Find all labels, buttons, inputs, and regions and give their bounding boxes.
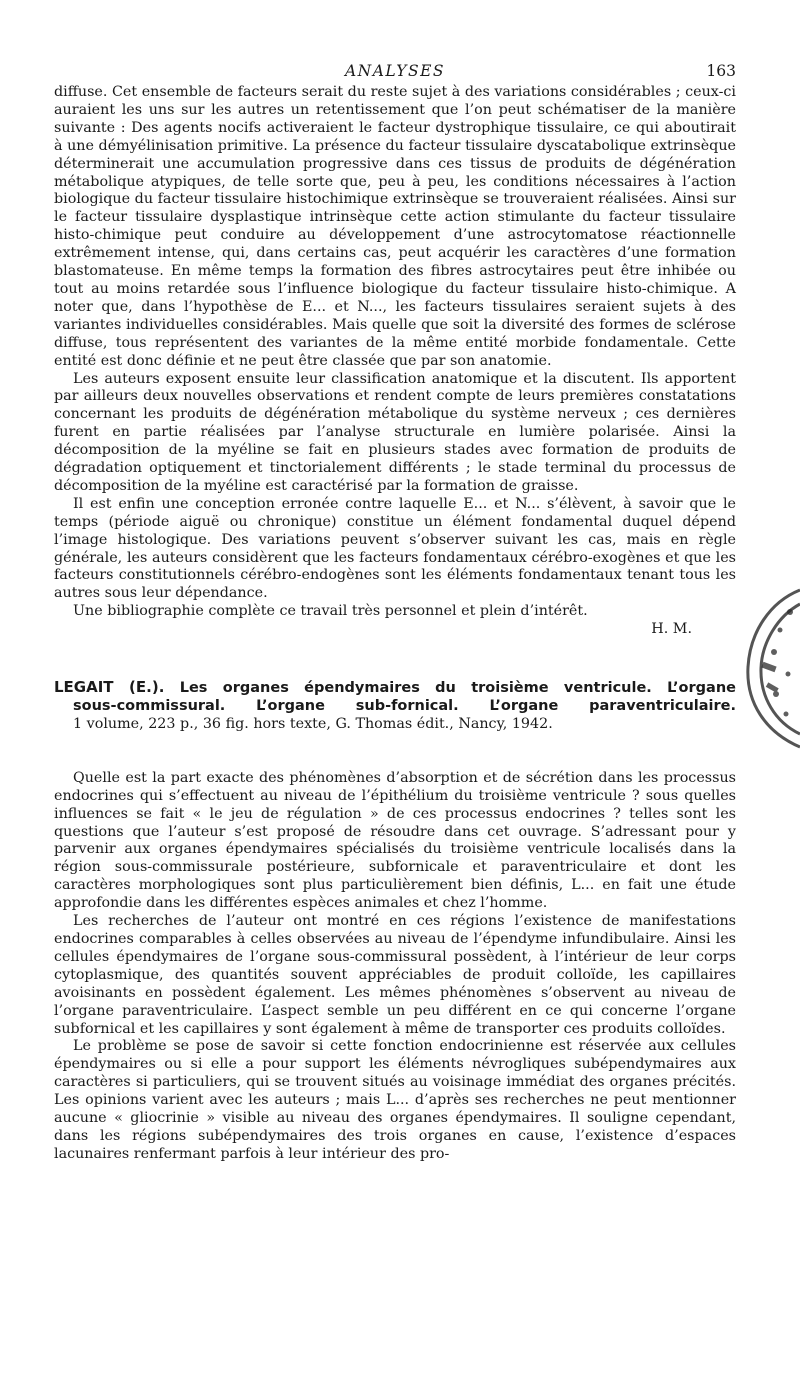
review-body xyxy=(54,770,736,1164)
previous-review-continuation xyxy=(54,84,736,621)
paragraph: Une bibliographie complète ce travail très personnel et plein d’intérêt. xyxy=(73,603,588,620)
reviewer-signature: H. M. xyxy=(651,621,692,638)
review-title-part1: Les organes épendymaires du troisième ventricule. L’organe xyxy=(179,680,736,697)
paragraph: Les recherches de l’auteur ont montré en ces régions l’existence de manifestations endocrines comparables à celles observées au niveau de l’épendyme infundibulaire. Ainsi les cellules épendymaires de l’organe sous-commissural possèdent, à l’intérieur de leur corps cytoplasmique, des quantités souvent appréciables de produit colloïde, les capillaires avoisinants en possèdent également. Les mêmes phénomènes s’observent au niveau de l’organe paraventriculaire. L’aspect semble un peu différent en ce qui concerne l’organe subfornical et les capillaires y sont également à même de transporter ces produits colloïdes. xyxy=(54,913,736,1037)
document-page xyxy=(54,58,736,1164)
review-title-part2: sous-commissural. L’organe sub-fornical. L’organe paraventriculaire. xyxy=(73,698,736,714)
paragraph: Les auteurs exposent ensuite leur classification anatomique et la discutent. Ils apportent par ailleurs deux nouvelles observations et rendent compte de leurs premières constatations concernant les produits de dégénération métabolique du système nerveux ; ces dernières furent en partie réalisées par l’analyse structurale en lumière polarisée. Ainsi la décomposition de la myéline se fait en plusieurs stades avec formation de produits de dégradation optiquement et tinctorialement différents ; le stade terminal du processus de décomposition de la myéline est caractérisé par la formation de graisse. xyxy=(54,370,736,494)
review-heading xyxy=(54,679,736,734)
paragraph: Le problème se pose de savoir si cette fonction endocrinienne est réservée aux cellules épendymaires ou si elle a pour support les éléments névrogliques subépendymaires aux caractères si particuliers, qui se trouvent situés au voisinage immédiat des organes précités. Les opinions varient avec les auteurs ; mais L... d’après ses recherches ne peut mentionner aucune « gliocrinie » visible au niveau des organes épendymaires. Il souligne cependant, dans les régions subépendymaires des trois organes en cause, l’existence d’espaces lacunaires renfermant parfois à leur intérieur des pro- xyxy=(54,1038,736,1162)
paragraph: Il est enfin une conception erronée contre laquelle E... et N... s’élèvent, à savoir que le temps (période aiguë ou chronique) constitue un élément fondamental duquel dépend l’image histologique. Des variations peuvent s’observer suivant les cas, mais en règle générale, les auteurs considèrent que les facteurs fondamentaux cérébro-exogènes et que les facteurs constitutionnels cérébro-endogènes sont les éléments fondamentaux tenant tous les autres sous leur dépendance. xyxy=(54,495,736,602)
running-head xyxy=(54,58,736,84)
running-title: ANALYSES xyxy=(344,62,446,80)
review-bibliography: 1 volume, 223 p., 36 fig. hors texte, G. Thomas édit., Nancy, 1942. xyxy=(73,715,553,732)
paragraph: Quelle est la part exacte des phénomènes d’absorption et de sécrétion dans les processus endocrines qui s’effectuent au niveau de l’épithélium du troisième ventricule ? sous quelles influences se fait « le jeu de régulation » de ces processus endocrines ? telles sont les questions que l’auteur s’est proposé de résoudre dans cet ouvrage. S’adressant pour y parvenir aux organes épendymaires spécialisés du troisième ventricule localisés dans la région sous-commissurale postérieure, subfornicale et paraventriculaire et dont les caractères morphologiques sont plus particulièrement bien définis, L... en fait une étude approfondie dans les différentes espèces animales et chez l’homme. xyxy=(54,769,736,912)
page-number: 163 xyxy=(706,62,736,80)
review-authors: LEGAIT (E.). xyxy=(54,678,165,697)
library-stamp-icon xyxy=(730,582,800,752)
paragraph: diffuse. Cet ensemble de facteurs serait du reste sujet à des variations considérables ; ceux-ci auraient les uns sur les autres un retentissement que l’on peut schématiser de la manière suivante : Des agents nocifs activeraient le facteur dystrophique tissulaire, ce qui aboutirait à une démyélinisation primitive. La présence du facteur tissulaire dyscatabolique extrinsèque déterminerait une accumulation progressive dans ces tissus de produits de dégénération métabolique atypiques, de telle sorte que, peu à peu, les conditions nécessaires à l’action biologique du facteur tissulaire histochimique extrinsèque se trouveraient réalisées. Ainsi sur le facteur tissulaire dysplastique intrinsèque cette action stimulante du facteur tissulaire histo-chimique peut conduire au développement d’une astrocytomatose réactionnelle extrêmement intense, qui, dans certains cas, peut acquérir les caractères d’une formation blastomateuse. En même temps la formation des fibres astrocytaires peut être inhibée ou tout au moins retardée sous l’influence biologique du facteur tissulaire histo-chimique. A noter que, dans l’hypothèse de E... et N..., les facteurs tissulaires seraient sujets à des variantes individuelles considérables. Mais quelle que soit la diversité des formes de sclérose diffuse, tous représentent des variantes de la même entité morbide fondamentale. Cette entité est donc définie et ne peut être classée que par son anatomie. xyxy=(54,84,736,369)
